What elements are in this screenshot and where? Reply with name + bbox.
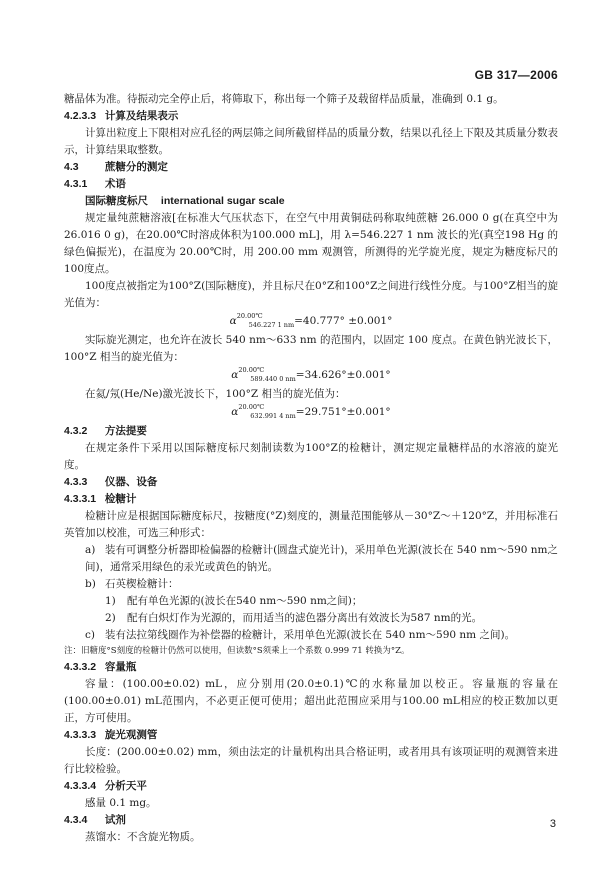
formula-value: =29.751°±0.001° [295,406,391,418]
formula-superscript: 20.00℃ [236,312,263,320]
section-heading-4-3-1 [64,176,558,193]
list-text: 配有白炽灯作为光源的，而用适当的滤色器分离出有效波长为587 nm的光。 [127,612,483,624]
formula-value: =34.626°±0.001° [295,369,391,381]
paragraph: 检糖计应是根据国际糖度标尺，按糖度(°Z)刻度的，测量范围能够从－30°Z～＋120°Z，并用标准石英管加以校准，可选三种形式： [64,510,558,539]
formula-superscript: 20.00℃ [238,403,265,411]
list-label: 1) [105,595,116,607]
list-text: 装有可调整分析器即检偏器的检糖计(圆盘式旋光计)，采用单色光源(波长在 540 nm～590 nm之间)，通常采用绿色的汞光或黄色的钠光。 [85,544,558,573]
paragraph: 100度点被指定为100°Z(国际糖度)，并且标尺在0°Z和100°Z之间进行线性分度。与100°Z相当的旋光值为： [64,280,558,309]
section-title: 旋光观测管 [104,729,158,741]
paragraph: 蒸馏水：不含旋光物质。 [85,831,201,843]
list-label: b) [85,578,96,590]
section-title: 方法提要 [104,425,147,437]
section-heading-4-3-2 [64,423,558,440]
formula-589nm [64,368,558,383]
formula-subscript: 589.440 0 nm [250,375,296,383]
section-number: 4.3.4 [64,814,88,826]
list-label: a) [85,544,96,556]
section-heading-4-3-3-4 [64,778,558,795]
section-title: 蔗糖分的测定 [104,161,168,173]
paragraph: 容量：(100.00±0.02) mL，应分别用(20.0±0.1)℃的水称量加以校正。容量瓶的容量在(100.00±0.01) mL范围内，不必更正便可使用；超出此范围应采用与100.00 mL相应的校正数加以更正，方可使用。 [64,678,558,724]
formula-546nm [64,314,558,329]
paragraph: 计算出粒度上下限相对应孔径的两层筛之间所截留样品的质量分数，结果以孔径上下限及其质量分数表示，计算结果取整数。 [64,127,558,156]
paragraph: 在规定条件下采用以国际糖度标尺刻制读数为100°Z的检糖计，测定规定量糖样品的水溶液的旋光度。 [64,442,558,471]
section-heading-4-2-3-3 [64,108,558,125]
list-label: c) [85,629,95,641]
section-title: 容量瓶 [104,661,137,673]
formula-superscript: 20.00℃ [238,366,265,374]
section-title: 检糖计 [104,493,137,505]
term-chinese: 国际糖度标尺 [85,195,148,207]
section-title: 术语 [104,178,126,190]
section-number: 4.3.1 [64,178,88,190]
list-text: 装有法拉第线圈作为补偿器的检糖计，采用单色光源(波长在 540 nm～590 nm 之间)。 [105,629,516,641]
term-definition-title [64,193,558,210]
section-heading-4-3-3-1 [64,491,558,508]
page-number: 3 [549,818,556,830]
section-title: 分析天平 [104,780,147,792]
section-heading-4-3-3 [64,474,558,491]
section-number: 4.3.2 [64,425,88,437]
section-number: 4.3.3.2 [64,661,97,673]
alpha-symbol: α [231,369,239,381]
paragraph: 长度：(200.00±0.02) mm，须由法定的计量机构出具合格证明，或者用具有该项证明的观测管来进行比较检验。 [64,746,558,775]
list-item-c [64,627,558,644]
term-english: international sugar scale [160,195,285,207]
list-item-b-2 [64,610,558,627]
section-number: 4.2.3.3 [64,110,97,122]
section-number: 4.3.3.1 [64,493,97,505]
alpha-symbol: α [229,315,237,327]
list-item-b [64,576,558,593]
formula-subscript: 546.227 1 nm [248,321,295,329]
section-title: 试剂 [104,814,126,826]
section-heading-4-3 [64,159,558,176]
section-title: 计算及结果表示 [104,110,179,122]
section-number: 4.3.3.4 [64,780,97,792]
section-title: 仪器、设备 [104,476,158,488]
section-heading-4-3-4 [64,812,558,829]
section-number: 4.3 [64,161,79,173]
standard-code: GB 317—2006 [474,68,558,82]
formula-value: =40.777° ±0.001° [294,315,393,327]
paragraph: 感量 0.1 mg。 [85,797,157,809]
formula-632nm [64,405,558,420]
paragraph: 在氦/氖(He/Ne)激光波长下，100°Z 相当的旋光值为： [85,388,346,400]
alpha-symbol: α [231,406,239,418]
list-text: 配有单色光源的(波长在540 nm～590 nm之间)； [127,595,363,607]
paragraph: 规定量纯蔗糖溶液[在标准大气压状态下，在空气中用黄铜砝码称取纯蔗糖 26.000 0 g(在真空中为26.016 0 g)，在20.00℃时溶成体积为100.000 mL]，用 λ=546.227 1 nm 波长的光(真空198 Hg 的绿色偏振光)，在温度为 20.00℃时，用 200.00 mm 观测管，所测得的光学旋光度，规定为糖度标尺的100度点。 [64,212,558,275]
list-label: 2) [105,612,116,624]
section-number: 4.3.3.3 [64,729,97,741]
list-text: 石英楔检糖计： [105,578,179,590]
section-heading-4-3-3-3 [64,727,558,744]
paragraph: 糖晶体为准。待振动完全停止后，将筛取下，称出每一个筛子及载留样品质量，准确到 0.1 g。 [64,93,504,105]
section-heading-4-3-3-2 [64,659,558,676]
list-item-b-1 [64,593,558,610]
formula-subscript: 632.991 4 nm [250,412,296,420]
section-number: 4.3.3 [64,476,88,488]
document-body [64,91,558,846]
paragraph: 实际旋光测定，也允许在波长 540 nm～633 nm 的范围内，以固定 100 度点。在黄色钠光波长下，100°Z 相当的旋光值为： [64,334,558,363]
list-item-a [64,542,558,576]
note: 注：旧糖度°S刻度的检糖计仍然可以使用，但读数°S须乘上一个系数 0.999 71 转换为°Z。 [64,646,410,656]
